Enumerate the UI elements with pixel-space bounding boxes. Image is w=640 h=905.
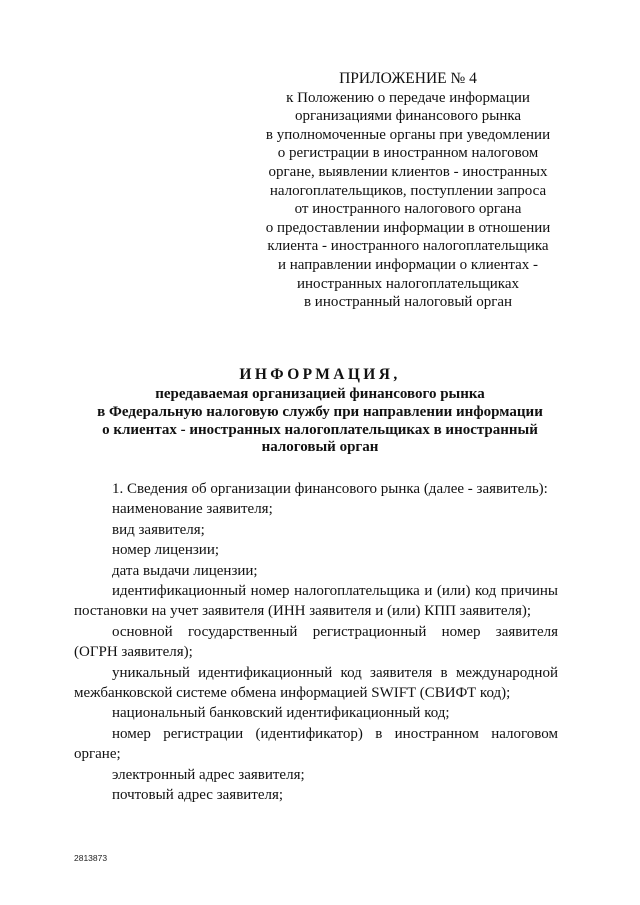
list-item-foreign-registration-line1: номер регистрации (идентификатор) в иностранном налоговом — [112, 725, 558, 742]
list-item-name: наименование заявителя; — [112, 501, 273, 518]
appendix-line: о регистрации в иностранном налоговом — [277, 145, 539, 162]
list-item-email: электронный адрес заявителя; — [112, 766, 305, 783]
list-item-swift — [74, 663, 558, 704]
list-item-swift-line1: уникальный идентификационный код заявителя в международной — [112, 664, 558, 681]
list-item-ogrn — [74, 622, 558, 663]
appendix-line: в иностранный налоговый орган — [303, 294, 513, 311]
appendix-line: к Положению о передаче информации — [286, 89, 530, 106]
list-item-inn-line2: постановки на учет заявителя (ИНН заявителя и (или) КПП заявителя); — [74, 603, 532, 620]
appendix-line: от иностранного налогового органа — [294, 201, 522, 218]
list-item-swift-line2: межбанковской системе обмена информацией SWIFT (СВИФТ код); — [74, 685, 511, 702]
list-item-foreign-registration — [74, 724, 558, 765]
subtitle-line: в Федеральную налоговую службу при направлении информации — [97, 403, 543, 420]
list-item-ogrn-line1: основной государственный регистрационный номер заявителя — [112, 623, 558, 640]
list-item-bic: национальный банковский идентификационный код; — [112, 705, 450, 722]
appendix-line: о предоставлении информации в отношении — [265, 219, 551, 236]
list-item-foreign-registration-line2: органе; — [74, 746, 121, 763]
list-item-license-number: номер лицензии; — [112, 542, 220, 559]
appendix-line: организациями финансового рынка — [294, 108, 522, 125]
document-title: ИНФОРМАЦИЯ, — [239, 366, 401, 383]
appendix-line: клиента - иностранного налогоплательщика — [267, 238, 549, 255]
appendix-line: налогоплательщиков, поступлении запроса — [269, 182, 547, 199]
list-item-license-date: дата выдачи лицензии; — [112, 562, 258, 579]
appendix-line: иностранных налогоплательщиках — [296, 275, 520, 292]
section-1-heading: 1. Сведения об организации финансового рынка (далее - заявитель): — [112, 481, 548, 497]
appendix-line: органе, выявлении клиентов - иностранных — [268, 163, 548, 180]
list-item-postal-address: почтовый адрес заявителя; — [112, 787, 284, 804]
list-item-inn — [74, 581, 558, 622]
appendix-line: в уполномоченные органы при уведомлении — [265, 126, 551, 143]
list-item-ogrn-line2: (ОГРН заявителя); — [74, 644, 193, 661]
appendix-line: и направлении информации о клиентах - — [277, 256, 539, 273]
appendix-title: ПРИЛОЖЕНИЕ № 4 — [339, 70, 477, 87]
subtitle-line: о клиентах - иностранных налогоплательщиках в иностранный — [102, 421, 538, 438]
list-item-type: вид заявителя; — [112, 521, 205, 538]
document-body — [74, 479, 558, 806]
appendix-header — [230, 70, 586, 312]
list-item-inn-line1: идентификационный номер налогоплательщика и (или) код причины — [112, 583, 558, 600]
subtitle-line: налоговый орган — [261, 439, 379, 456]
subtitle-line: передаваемая организацией финансового рынка — [155, 386, 485, 402]
footer-document-code: 2813873 — [74, 853, 108, 863]
document-subtitle — [60, 386, 580, 457]
